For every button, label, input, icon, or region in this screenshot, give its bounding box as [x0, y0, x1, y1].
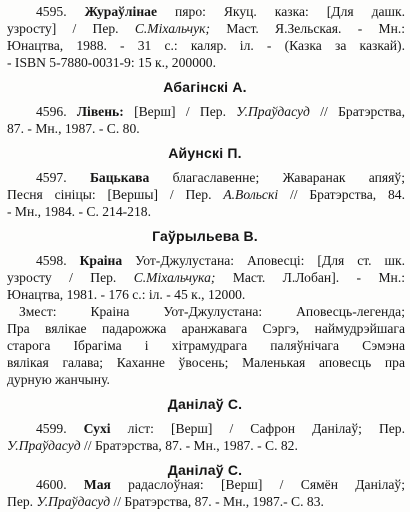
entry-4596-line-2	[7, 121, 140, 137]
entry-text: - ISBN 5-7880-0031-9: 15 к., 200000.	[7, 55, 216, 70]
entry-4597-line-3	[7, 204, 151, 220]
entry-text: Песня сініцы: [Вершы] / Пер.	[7, 187, 212, 202]
translator-name: У.Праўдасуд	[7, 438, 81, 453]
entry-4598-line-2	[7, 270, 405, 286]
entry-4598-contents-line	[7, 338, 405, 354]
entry-text: радаслоўная: [Верш] / Сямён Данілаў;	[128, 477, 406, 492]
translator-name: А.Вольскі	[223, 187, 279, 202]
author-heading: Абагінскі А.	[163, 79, 247, 95]
entry-number: 4596.	[36, 104, 67, 119]
entry-number: 4597.	[36, 170, 67, 185]
author-heading: Айунскі П.	[168, 145, 242, 161]
entry-4598-contents-line	[19, 304, 405, 320]
entry-4595-line-3	[7, 38, 405, 54]
entry-text: узросту / Пер.	[7, 270, 117, 285]
entry-4600-line-1	[36, 477, 405, 493]
entry-title: Лівень:	[76, 104, 124, 119]
entry-text: Юнацтва, 1988. - 31 с.: каляр. іл. - (Казка за казкай).	[7, 38, 405, 53]
entry-4597-line-2	[7, 187, 405, 203]
entry-text: благаславенне; Жаваранак апяяў;	[172, 170, 406, 185]
translator-name: С.Міхальчука;	[133, 270, 216, 285]
entry-title: Мая	[83, 477, 111, 492]
entry-text: Маст. Я.Зельская. - Мн.:	[226, 21, 406, 36]
entry-text: Маст. Л.Лобан]. - Мн.:	[232, 270, 405, 285]
entry-title: Бацькава	[89, 170, 150, 185]
entry-4598-line-3	[7, 287, 245, 303]
entry-4598-line-1	[36, 253, 405, 269]
entry-4599-line-2	[7, 438, 298, 454]
entry-text: // Братэрства, 87. - Мн., 1987.- С. 83.	[113, 494, 324, 509]
entry-text: [Верш] / Пер.	[134, 104, 226, 119]
entry-4595-line-2	[7, 21, 405, 37]
entry-number: 4600.	[36, 477, 67, 492]
entry-title: Сухі	[83, 421, 111, 436]
entry-4599-line-1	[36, 421, 405, 437]
entry-contents: Пра вялікае падарожжа аранжавага Сэргэ, наймудрэйшага	[7, 321, 405, 336]
entry-contents: Змест: Краіна Уот-Джулустана: Аповесць-легенда;	[19, 304, 405, 319]
entry-4598-contents-line	[7, 372, 110, 388]
entry-4600-line-2	[7, 494, 324, 510]
entry-text: // Братэрства, 84.	[289, 187, 406, 202]
entry-number: 4599.	[36, 421, 67, 436]
entry-4598-contents-line	[7, 355, 405, 371]
entry-text: // Братэрства, 87. - Мн., 1987. - С. 82.	[84, 438, 298, 453]
entry-4598-contents-line	[7, 321, 405, 337]
author-heading: Гаўрыльева В.	[152, 228, 258, 244]
entry-4595-line-1	[36, 4, 405, 20]
translator-name: С.Міхальчук;	[134, 21, 211, 36]
entry-text: узросту] / Пер.	[7, 21, 119, 36]
entry-text: - Мн., 1984. - С. 214-218.	[7, 204, 151, 219]
entry-contents: вялікая галава; Каханне ўвосень; Маленькая аповесць пра	[7, 355, 405, 370]
entry-4596-line-1	[36, 104, 405, 120]
entry-title: Жураўлінае	[84, 4, 158, 19]
entry-text: пяро: Якуц. казка: [Для дашк.	[175, 4, 405, 19]
entry-contents: дурную жанчыну.	[7, 372, 110, 387]
entry-text: Уот-Джулустана: Аповесці: [Для ст. шк.	[135, 253, 405, 268]
entry-4595-line-4	[7, 55, 216, 71]
entry-text: ліст: [Верш] / Сафрон Данілаў; Пер.	[127, 421, 406, 436]
entry-4597-line-1	[36, 170, 405, 186]
author-heading: Данілаў С.	[167, 396, 243, 412]
entry-title: Краіна	[79, 253, 123, 268]
entry-number: 4595.	[36, 4, 67, 19]
translator-name: У.Праўдасуд	[36, 494, 111, 509]
entry-text: Юнацтва, 1981. - 176 с.: іл. - 45 к., 12000.	[7, 287, 246, 302]
entry-number: 4598.	[36, 253, 67, 268]
author-heading: Данілаў С.	[167, 462, 243, 478]
entry-contents: старога Ібрагіма і хітрамудрага паляўнічага Сэмэна	[7, 338, 405, 353]
entry-text: // Братэрства,	[320, 104, 405, 119]
entry-text: Пер.	[7, 494, 34, 509]
translator-name: У.Праўдасуд	[236, 104, 310, 119]
entry-text: 87. - Мн., 1987. - С. 80.	[7, 121, 140, 136]
